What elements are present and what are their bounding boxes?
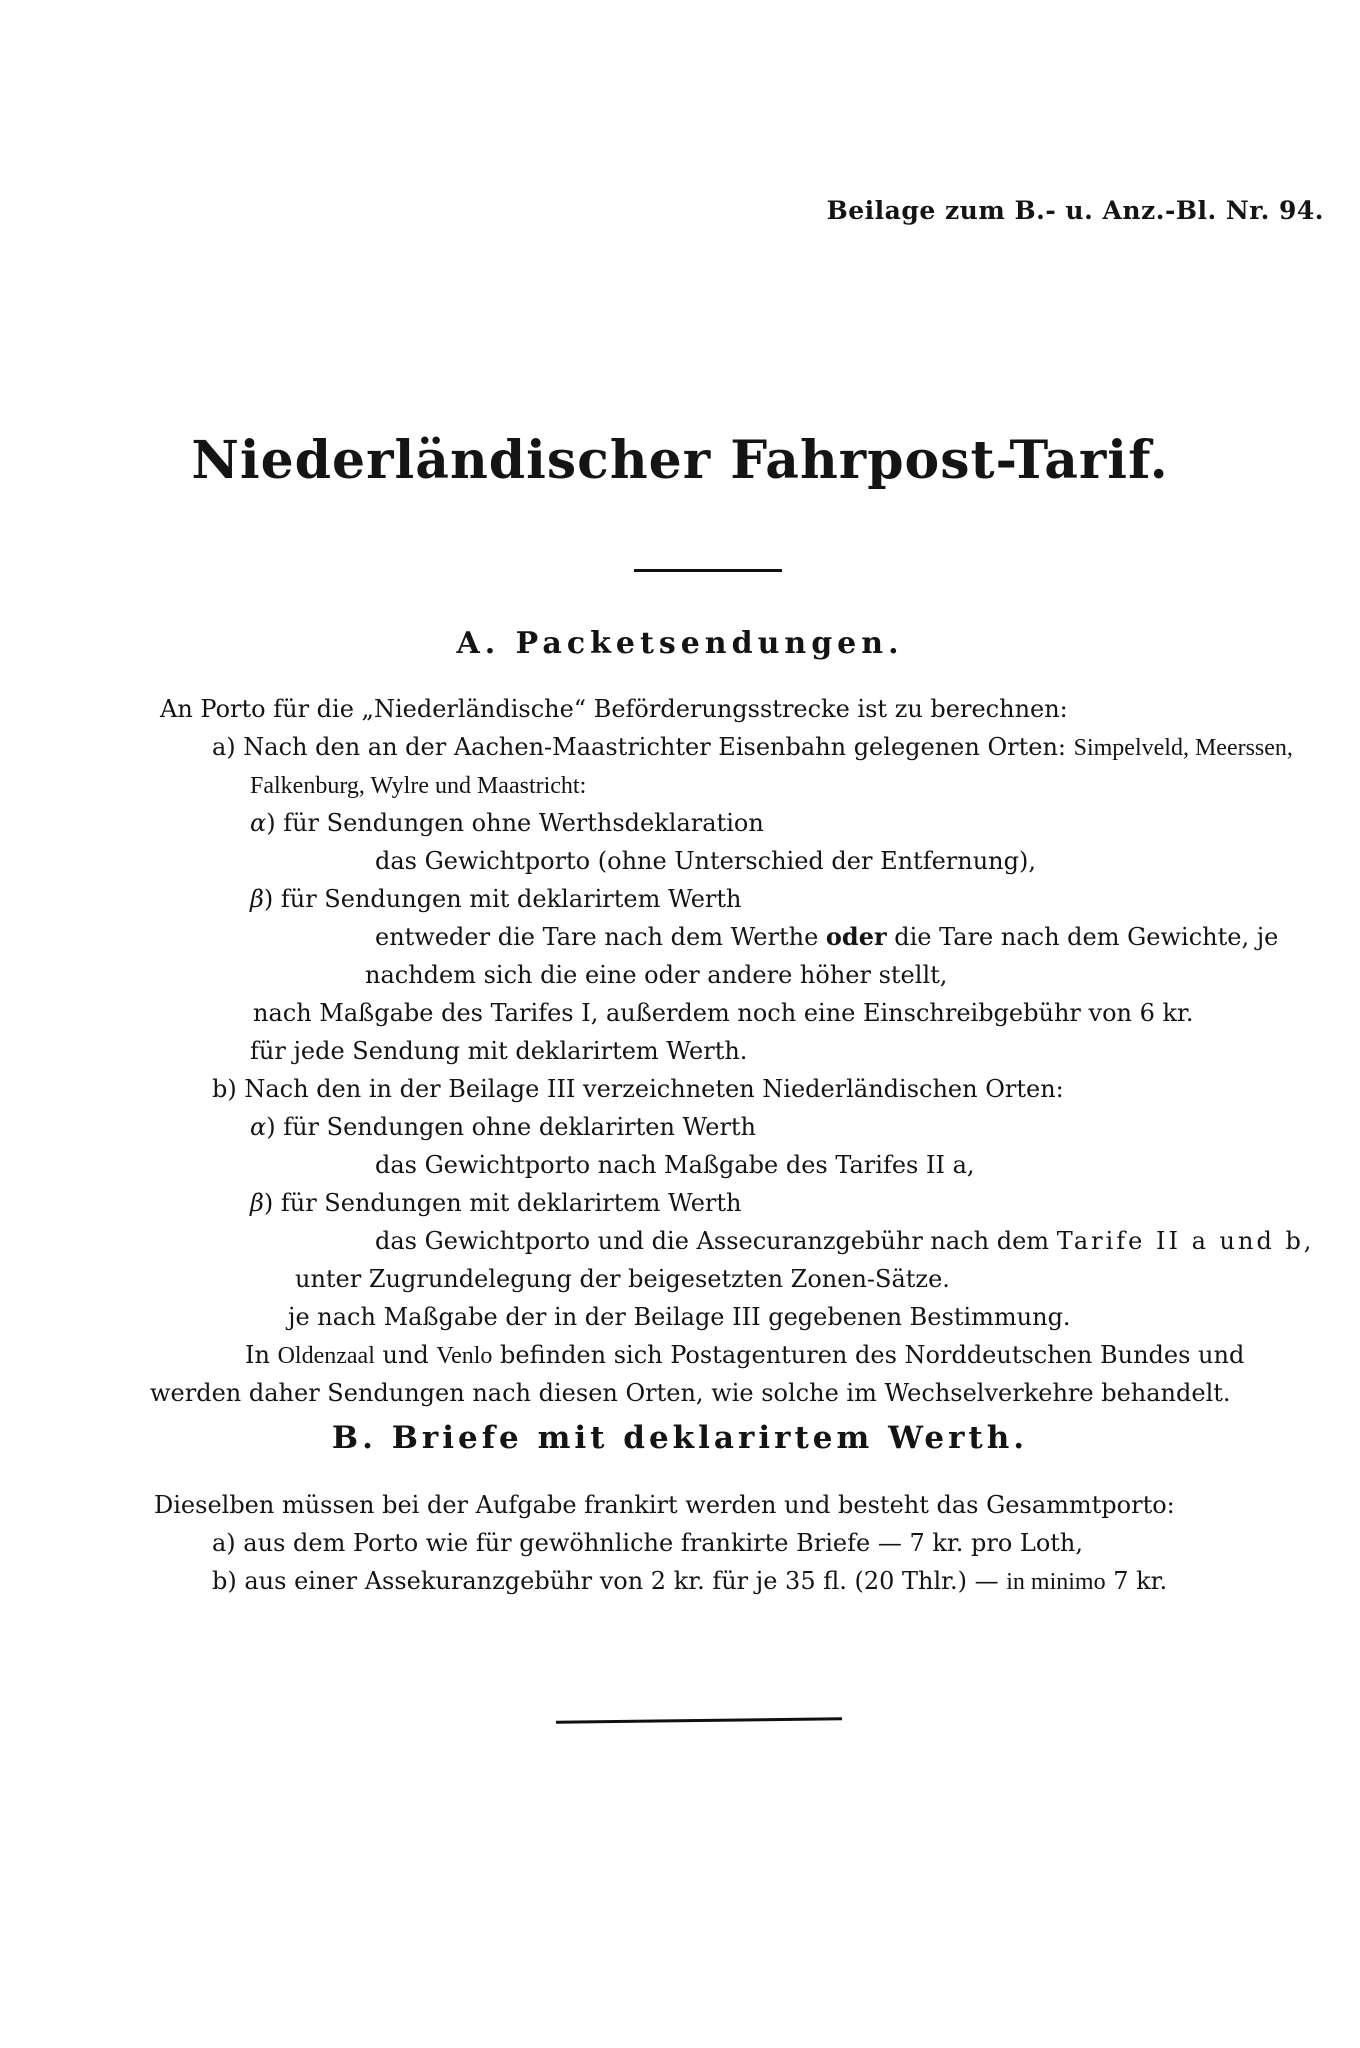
text-segment: ) für Sendungen ohne deklarirten Werth	[266, 1113, 757, 1141]
text-segment: Dieselben müssen bei der Aufgabe frankirt werden und besteht das Gesammtporto:	[154, 1491, 1175, 1519]
text-segment: b) Nach den in der Beilage III verzeichneten Niederländischen Orten:	[212, 1075, 1064, 1103]
title-divider	[634, 569, 782, 572]
text-segment: die Tare nach dem Gewichte, je	[886, 923, 1279, 951]
text-segment: das Gewichtporto (ohne Unterschied der Entfernung),	[375, 847, 1036, 875]
text-line	[250, 1032, 1290, 1070]
text-segment: Tarife II a und b,	[1056, 1227, 1315, 1255]
text-segment: ) für Sendungen ohne Werthsdeklaration	[266, 809, 764, 837]
text-line	[375, 1146, 1290, 1184]
text-line	[250, 804, 1290, 842]
text-segment: und	[374, 1341, 437, 1369]
text-line	[160, 690, 1290, 728]
text-segment: in minimo	[1006, 1569, 1106, 1595]
text-segment: Oldenzaal	[277, 1343, 375, 1369]
text-segment: das Gewichtporto nach Maßgabe des Tarifes II a,	[375, 1151, 975, 1179]
text-segment: werden daher Sendungen nach diesen Orten, wie solche im Wechselverkehre behandelt.	[150, 1379, 1231, 1407]
text-line	[250, 880, 1290, 918]
page-title: Niederländischer Fahrpost-Tarif.	[191, 430, 1169, 491]
text-segment: β	[250, 1189, 264, 1217]
text-segment: Falkenburg, Wylre und Maastricht:	[250, 773, 587, 799]
text-line	[212, 728, 1293, 766]
text-segment: für jede Sendung mit deklarirtem Werth.	[250, 1037, 748, 1065]
text-line	[212, 1070, 1290, 1108]
text-segment: 7 kr.	[1105, 1567, 1168, 1595]
text-segment: ) für Sendungen mit deklarirtem Werth	[263, 885, 742, 913]
text-segment: entweder die Tare nach dem Werthe	[375, 923, 826, 951]
text-segment: An Porto für die „Niederländische“ Beförderungsstrecke ist zu berechnen:	[160, 695, 1068, 723]
text-segment: befinden sich Postagenturen des Norddeutschen Bundes und	[492, 1341, 1245, 1369]
text-segment: oder	[825, 922, 887, 951]
text-segment: das Gewichtporto und die Assecuranzgebühr nach dem	[375, 1227, 1057, 1255]
header-note: Beilage zum B.- u. Anz.-Bl. Nr. 94.	[826, 196, 1324, 225]
text-line	[250, 766, 1290, 804]
text-line	[288, 1298, 1290, 1336]
text-line	[150, 1374, 1290, 1412]
text-line	[375, 1222, 1315, 1260]
text-line	[295, 1260, 1290, 1298]
text-segment: α	[250, 1113, 267, 1141]
text-segment: unter Zugrundelegung der beigesetzten Zonen-Sätze.	[295, 1265, 950, 1293]
bottom-divider	[556, 1717, 842, 1723]
text-segment: nach Maßgabe des Tarifes I, außerdem noch eine Einschreibgebühr von 6 kr.	[253, 999, 1194, 1027]
text-segment: β	[250, 885, 264, 913]
text-segment: Simpelveld, Meerssen,	[1073, 735, 1293, 761]
text-line	[375, 918, 1290, 956]
text-line	[212, 1524, 1290, 1562]
text-line	[245, 1336, 1290, 1374]
text-segment: je nach Maßgabe der in der Beilage III gegebenen Bestimmung.	[288, 1303, 1071, 1331]
section-a-body	[150, 690, 1315, 1412]
text-segment: a) Nach den an der Aachen-Maastrichter Eisenbahn gelegenen Orten:	[212, 733, 1074, 761]
text-segment: ) für Sendungen mit deklarirtem Werth	[263, 1189, 742, 1217]
text-line	[250, 1184, 1290, 1222]
text-segment: nachdem sich die eine oder andere höher stellt,	[365, 961, 948, 989]
text-line	[250, 1108, 1290, 1146]
section-b-body	[150, 1486, 1290, 1600]
text-segment: a) aus dem Porto wie für gewöhnliche frankirte Briefe — 7 kr. pro Loth,	[212, 1529, 1084, 1557]
text-line	[212, 1562, 1290, 1600]
text-segment: In	[245, 1341, 278, 1369]
section-a-heading: A. Packetsendungen.	[456, 626, 904, 661]
text-line	[365, 956, 1290, 994]
text-line	[154, 1486, 1290, 1524]
text-segment: b) aus einer Assekuranzgebühr von 2 kr. für je 35 fl. (20 Thlr.) —	[212, 1567, 1007, 1595]
text-segment: α	[250, 809, 267, 837]
section-b-heading: B. Briefe mit deklarirtem Werth.	[331, 1420, 1029, 1456]
text-segment: Venlo	[436, 1343, 493, 1369]
text-line	[375, 842, 1290, 880]
text-line	[253, 994, 1290, 1032]
